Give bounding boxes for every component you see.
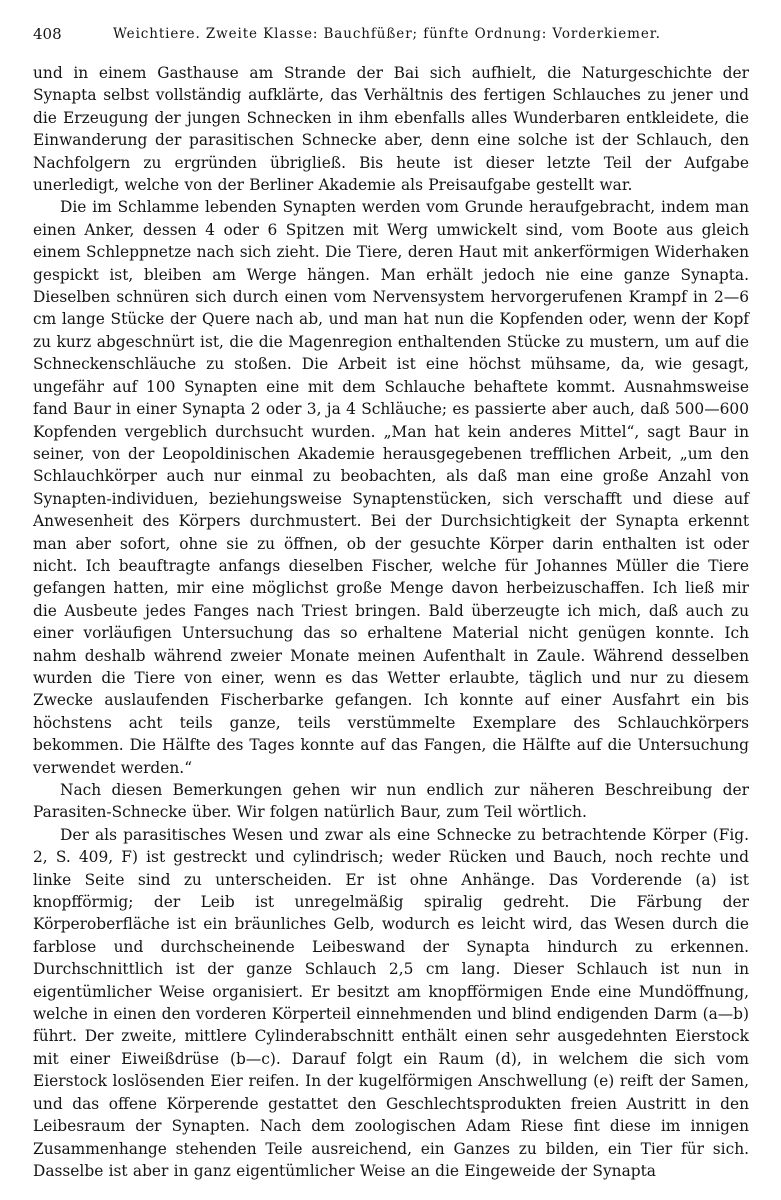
paragraph-synapta-collection: Die im Schlamme lebenden Synapten werden vom Grunde heraufgebracht, indem man einen Anker, dessen 4 oder 6 Spitzen mit Werg umwickelt sind, vom Boote aus gleich einem Schleppnetze nach sich zieht. Die Tiere, deren Haut mit ankerförmigen Widerhaken gespickt ist, bleiben am Werge hängen. Man erhält jedoch nie eine ganze Synapta. Dieselben schnüren sich durch einen vom Nervensystem hervorgerufenen Krampf in 2—6 cm lange Stücke der Quere nach ab, und man hat nun die Kopfenden oder, wenn der Kopf zu kurz abgeschnürt ist, die die Magenregion enthaltenden Stücke zu mustern, um auf die Schneckenschläuche zu stoßen. Die Arbeit ist eine höchst mühsame, da, wie gesagt, ungefähr auf 100 Synapten eine mit dem Schlauche behaftete kommt. Ausnahmsweise fand Baur in einer Synapta 2 oder 3, ja 4 Schläuche; es passierte aber auch, daß 500—600 Kopfenden vergeblich durchsucht wurden. „Man hat kein anderes Mittel“, sagt Baur in seiner, von der Leopoldinischen Akademie herausgegebenen trefflichen Arbeit, „um den Schlauchkörper auch nur einmal zu beobachten, als daß man eine große Anzahl von Synapten-individuen, beziehungsweise Synaptenstücken, sich verschafft und diese auf Anwesenheit des Körpers durchmustert. Bei der Durchsichtigkeit der Synapta erkennt man aber sofort, ohne sie zu öffnen, ob der gesuchte Körper darin enthalten ist oder nicht. Ich beauftragte anfangs dieselben Fischer, welche für Johannes Müller die Tiere gefangen hatten, mir eine möglichst große Menge davon herbeizuschaffen. Ich ließ mir die Ausbeute jedes Fanges nach Triest bringen. Bald überzeugte ich mich, daß auch zu einer vorläufigen Untersuchung das so erhaltene Material nicht genügen konnte. Ich nahm deshalb während zweier Monate meinen Aufenthalt in Zaule. Während desselben wurden die Tiere von einer, wenn es das Wetter erlaubte, täglich und nur zu diesem Zwecke auslaufenden Fischerbarke gefangen. Ich konnte auf einer Ausfahrt ein bis höchstens acht teils ganze, teils verstümmelte Exemplare des Schlauchkörpers bekommen. Die Hälfte des Tages konnte auf das Fangen, die Hälfte auf die Untersuchung verwendet werden.“ <box>33 198 749 777</box>
page-number: 408 <box>33 25 62 43</box>
paragraph-transition: Nach diesen Bemerkungen gehen wir nun endlich zur näheren Beschreibung der Parasiten-Schnecke über. Wir folgen natürlich Baur, zum Teil wörtlich. <box>33 781 749 822</box>
paragraph-continuation: und in einem Gasthause am Strande der Bai sich aufhielt, die Naturgeschichte der Synapta selbst vollständig aufklärte, das Verhältnis des fertigen Schlauches zu jener und die Erzeugung der jungen Schnecken in ihm ebenfalls alles Wunderbaren entkleidete, die Einwanderung der parasitischen Schnecke aber, denn eine solche ist der Schlauch, den Nachfolgern zu ergründen übrigließ. Bis heute ist dieser letzte Teil der Aufgabe unerledigt, welche von der Berliner Akademie als Preisaufgabe gestellt war. <box>33 64 749 195</box>
running-header <box>33 22 749 46</box>
running-title: Weichtiere. Zweite Klasse: Bauchfüßer; fünfte Ordnung: Vorderkiemer. <box>113 26 661 42</box>
book-page <box>33 22 749 1182</box>
body-text <box>33 62 749 1182</box>
paragraph-body-description: Der als parasitisches Wesen und zwar als eine Schnecke zu betrachtende Körper (Fig. 2, S. 409, F) ist gestreckt und cylindrisch; weder Rücken und Bauch, noch rechte und linke Seite sind zu unterscheiden. Er ist ohne Anhänge. Das Vorderende (a) ist knopfförmig; der Leib ist unregelmäßig spiralig gedreht. Die Färbung der Körperoberfläche ist ein bräunliches Gelb, wodurch es leicht wird, das Wesen durch die farblose und durchscheinende Leibeswand der Synapta hindurch zu erkennen. Durchschnittlich ist der ganze Schlauch 2,5 cm lang. Dieser Schlauch ist nun in eigentümlicher Weise organisiert. Er besitzt am knopfförmigen Ende eine Mundöffnung, welche in einen den vorderen Körperteil einnehmenden und blind endigenden Darm (a—b) führt. Der zweite, mittlere Cylinderabschnitt enthält einen sehr ausgedehnten Eierstock mit einer Eiweißdrüse (b—c). Darauf folgt ein Raum (d), in welchem die sich vom Eierstock loslösenden Eier reifen. In der kugelförmigen Anschwellung (e) reift der Samen, und das offene Körperende gestattet den Geschlechtsprodukten freien Austritt in den Leibesraum der Synapten. Nach dem zoologischen Adam Riese fint diese im innigen Zusammenhange stehenden Teile ausreichend, ein Ganzes zu bilden, ein Tier für sich. Dasselbe ist aber in ganz eigentümlicher Weise an die Eingeweide der Synapta <box>33 825 749 1180</box>
